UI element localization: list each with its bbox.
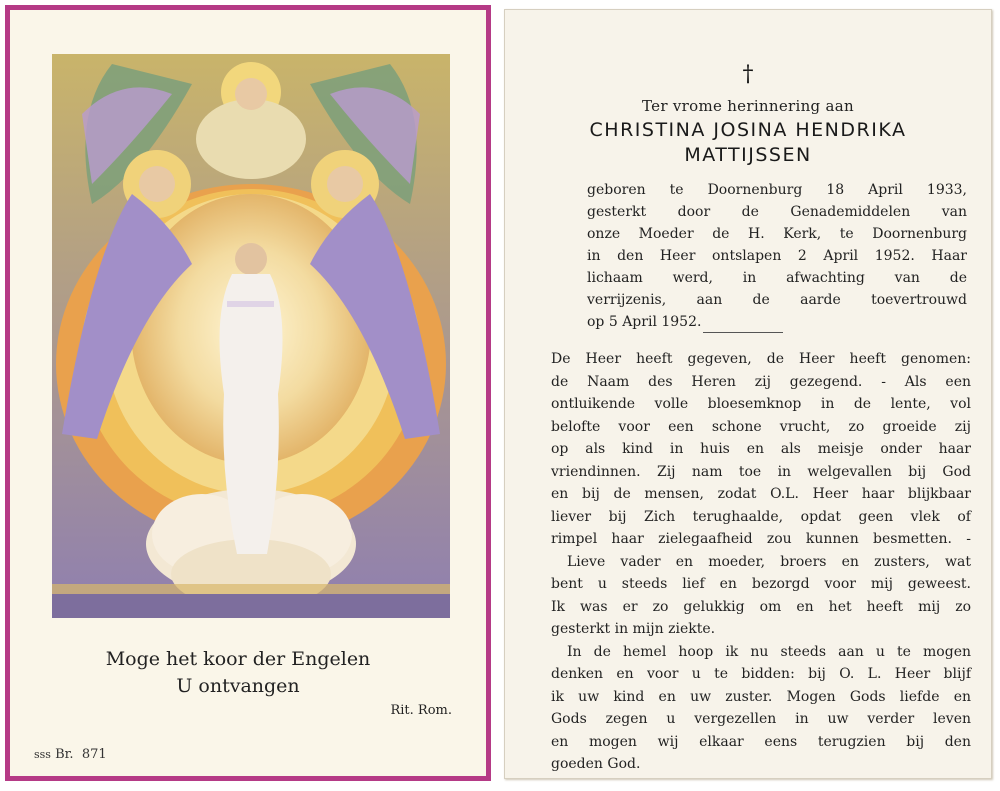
deceased-name-line-2: MATTIJSSEN: [684, 144, 812, 166]
text-line: op als kind in huis en als meisje onder haar: [551, 441, 971, 457]
text-line: en mogen wij elkaar eens terugzien bij den: [551, 733, 971, 750]
text-line: De Heer heeft gegeven, de Heer heeft genomen:: [551, 351, 971, 367]
cross-icon: †: [742, 62, 754, 87]
text-line: Lieve vader en moeder, broers en zusters, wat: [567, 553, 971, 570]
text-line: In de hemel hoop ik nu steeds aan u te mogen: [567, 643, 971, 660]
text-line: de Naam des Heren zij gezegend. - Als een: [551, 373, 971, 390]
text-line: gesterkt in mijn ziekte.: [551, 621, 716, 637]
bio-line: verrijzenis, aan de aarde toevertrouwd: [587, 292, 967, 308]
bio-line: geboren te Doornenburg 18 April 1933,: [587, 182, 967, 198]
memorial-intro: Ter vrome herinnering aan: [642, 97, 854, 115]
text-line: bent u steeds lief en bezorgd voor mij geweest.: [551, 576, 971, 592]
text-line: vriendinnen. Zij nam toe in welgevallen bij God: [551, 463, 971, 480]
bio-line: gesterkt door de Genademiddelen van: [587, 204, 967, 220]
text-line: ontluikende volle bloesemknop in de lente, vol: [551, 396, 971, 412]
publisher-prefix: sss: [34, 748, 51, 761]
publisher-number: 871: [81, 747, 107, 762]
angels-illustration: [52, 54, 450, 618]
caption-line-2: U ontvangen: [176, 675, 300, 697]
text-line: Gods zegen u vergezellen in uw verder leven: [551, 711, 971, 727]
rite-label: Rit. Rom.: [390, 703, 452, 718]
text-line: ik uw kind en uw zuster. Mogen Gods liefde en: [551, 688, 971, 705]
text-line: rimpel haar zielegaafheid zou kunnen besmetten. -: [551, 531, 971, 547]
publisher-code: Br.: [55, 747, 74, 762]
memorial-text-block: [551, 348, 971, 776]
bio-line: op 5 April 1952.: [587, 314, 702, 330]
holy-card-front: [5, 5, 491, 781]
publisher-mark: [34, 747, 107, 762]
text-line: belofte voor een schone vrucht, zo groeide zij: [551, 418, 971, 435]
text-line: liever bij Zich terughaalde, opdat geen vlek of: [551, 508, 971, 525]
bio-line: in den Heer ontslapen 2 April 1952. Haar: [587, 248, 967, 264]
biography-block: [587, 179, 967, 333]
deceased-name-line-1: CHRISTINA JOSINA HENDRIKA: [589, 119, 907, 141]
text-line: en bij de mensen, zodat O.L. Heer haar blijkbaar: [551, 486, 971, 502]
text-line: goeden God.: [551, 756, 641, 772]
holy-card-back: [504, 9, 992, 779]
caption-line-1: Moge het koor der Engelen: [105, 648, 371, 670]
section-divider: [703, 332, 783, 333]
bio-line: onze Moeder de H. Kerk, te Doornenburg: [587, 226, 967, 242]
text-line: denken en voor u te bidden: bij O. L. Heer blijf: [551, 666, 971, 682]
bio-line: lichaam werd, in afwachting van de: [587, 270, 967, 286]
text-line: Ik was er zo gelukkig om en het heeft mij zo: [551, 598, 971, 615]
